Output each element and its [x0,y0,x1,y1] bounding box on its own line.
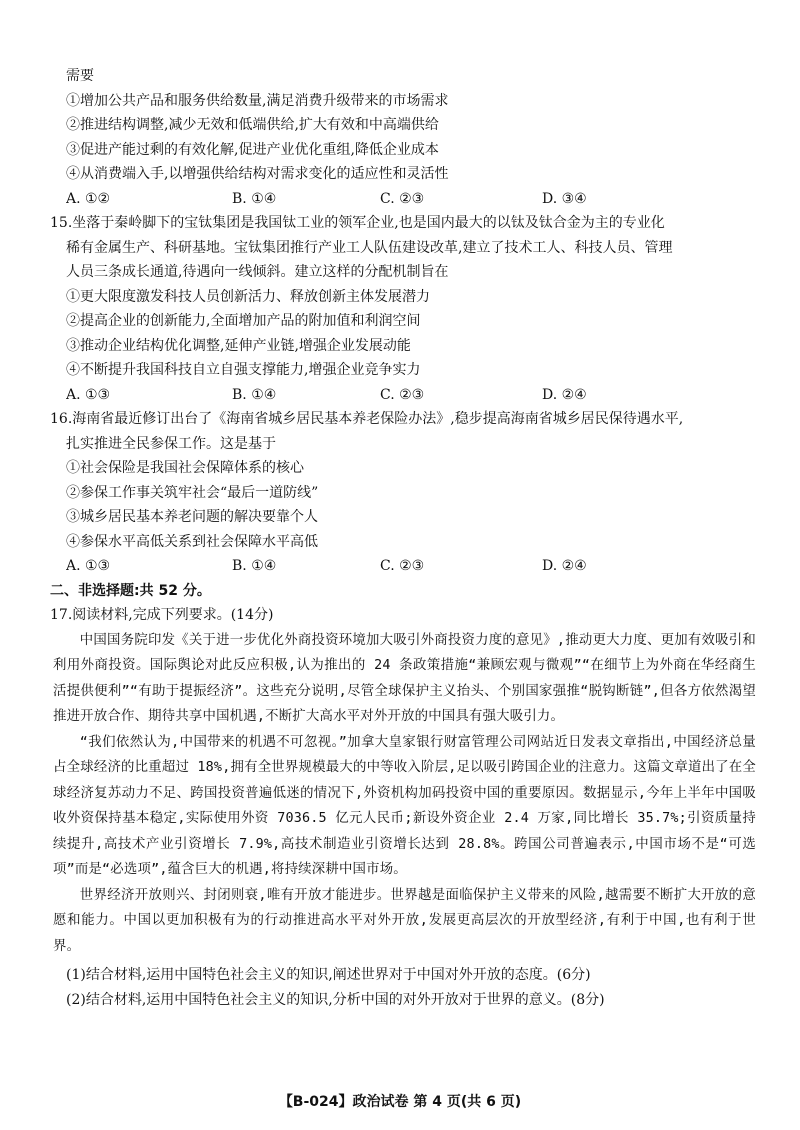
q17-sub-question-2: (2)结合材料,运用中国特色社会主义的知识,分析中国的对外开放对于世界的意义。(8分) [66,991,605,1008]
q17-material [53,628,756,960]
q17-material-paragraph-2: “我们依然认为,中国带来的机遇不可忽视。”加拿大皇家银行财富管理公司网站近日发表文章指出,中国经济总量占全球经济的比重超过 18%,拥有全世界规模最大的中等收入阶层,足以吸引跨国企业的注意力。这篇文章道出了在全球经济复苏动力不足、跨国投资普遍低迷的情况下,外资机构加码投资中国的重要原因。数据显示,今年上半年中国吸收外资保持基本稳定,实际使用外资 7036.5 亿元人民币;新设外资企业 2.4 万家,同比增长 35.7%;引资质量持续提升,高技术产业引资增长 7.9%,高技术制造业引资增长达到 28.8%。跨国公司普遍表示,中国市场不是“可选项”而是“必选项”,蕴含巨大的机遇,将持续深耕中国市场。 [53,734,756,877]
q15-option-b: B. ①④ [232,386,277,403]
q14-option-b: B. ①④ [232,190,277,207]
question-17 [50,603,760,1012]
q17-material-paragraph-1: 中国国务院印发《关于进一步优化外商投资环境加大吸引外商投资力度的意见》,推动更大力度、更加有效吸引和利用外商投资。国际舆论对此反应积极,认为推出的 24 条政策措施“兼顾宏观与微观”“在细节上为外商在华经商生活提供便利”“有助于提振经济”。这些充分说明,尽管全球保护主义抬头、个别国家强推“脱钩断链”,但各方依然渴望推进开放合作、期待共享中国机遇,不断扩大高水平对外开放的中国具有强大吸引力。 [53,632,756,724]
q14-item-2: ②推进结构调整,减少无效和低端供给,扩大有效和中高端供给 [66,117,439,133]
q15-options [66,383,760,408]
q16-item-4: ④参保水平高低关系到社会保障水平高低 [66,533,318,550]
q14-stem-end: 需要 [66,68,94,84]
q14-item-4: ④从消费端入手,以增强供给结构对需求变化的适应性和灵活性 [66,166,449,182]
section-title-non-choice: 二、非选择题:共 52 分。 [50,582,211,599]
q16-option-c: C. ②③ [380,558,425,574]
q14-option-c: C. ②③ [380,190,425,207]
q16-options [66,554,760,579]
q16-item-3: ③城乡居民基本养老问题的解决要靠个人 [66,509,318,525]
q14-options [66,187,760,212]
q15-stem-line-3: 人员三条成长通道,待遇向一线倾斜。建立这样的分配机制旨在 [66,264,449,280]
q14-option-d: D. ③④ [542,190,587,207]
q16-stem-line-2: 扎实推进全民参保工作。这是基于 [66,435,276,452]
q14-option-a: A. ①② [66,190,111,207]
q15-stem-line-2: 稀有金属生产、科研基地。宝钛集团推行产业工人队伍建设改革,建立了技术工人、科技人员、管理 [66,239,673,256]
q15-option-c: C. ②③ [380,386,425,403]
q15-option-a: A. ①③ [66,386,111,403]
q17-sub-question-1: (1)结合材料,运用中国特色社会主义的知识,阐述世界对于中国对外开放的态度。(6分) [66,967,591,983]
q14-item-3: ③促进产能过剩的有效化解,促进产业优化重组,降低企业成本 [66,141,439,158]
q15-item-2: ②提高企业的创新能力,全面增加产品的附加值和利润空间 [66,313,421,329]
q16-option-a: A. ①③ [66,558,111,574]
question-16 [50,407,760,579]
q16-option-d: D. ②④ [542,558,587,574]
page-footer: 【B-024】政治试卷 第 4 页(共 6 页) [278,1094,522,1110]
q17-material-paragraph-3: 世界经济开放则兴、封闭则衰,唯有开放才能进步。世界越是面临保护主义带来的风险,越需要不断扩大开放的意愿和能力。中国以更加积极有为的行动推进高水平对外开放,发展更高层次的开放型经济,有利于中国,也有利于世界。 [53,887,756,954]
q17-stem: 17.阅读材料,完成下列要求。(14分) [50,607,274,623]
q16-item-1: ①社会保险是我国社会保障体系的核心 [66,460,304,476]
question-14-tail [66,64,760,211]
q16-item-2: ②参保工作事关筑牢社会“最后一道防线” [66,484,319,501]
q15-item-1: ①更大限度激发科技人员创新活力、释放创新主体发展潜力 [66,288,430,305]
q16-stem-line-1: 16.海南省最近修订出台了《海南省城乡居民基本养老保险办法》,稳步提高海南省城乡居民保待遇水平, [50,411,684,427]
q15-item-4: ④不断提升我国科技自立自强支撑能力,增强企业竞争实力 [66,362,421,378]
q15-option-d: D. ②④ [542,386,587,403]
q15-item-3: ③推动企业结构优化调整,延伸产业链,增强企业发展动能 [66,337,411,354]
question-15 [50,211,760,407]
q14-item-1: ①增加公共产品和服务供给数量,满足消费升级带来的市场需求 [66,92,449,109]
q15-stem-line-1: 15.坐落于秦岭脚下的宝钛集团是我国钛工业的领军企业,也是国内最大的以钛及钛合金为主的专业化 [50,215,665,231]
q16-option-b: B. ①④ [232,558,277,574]
